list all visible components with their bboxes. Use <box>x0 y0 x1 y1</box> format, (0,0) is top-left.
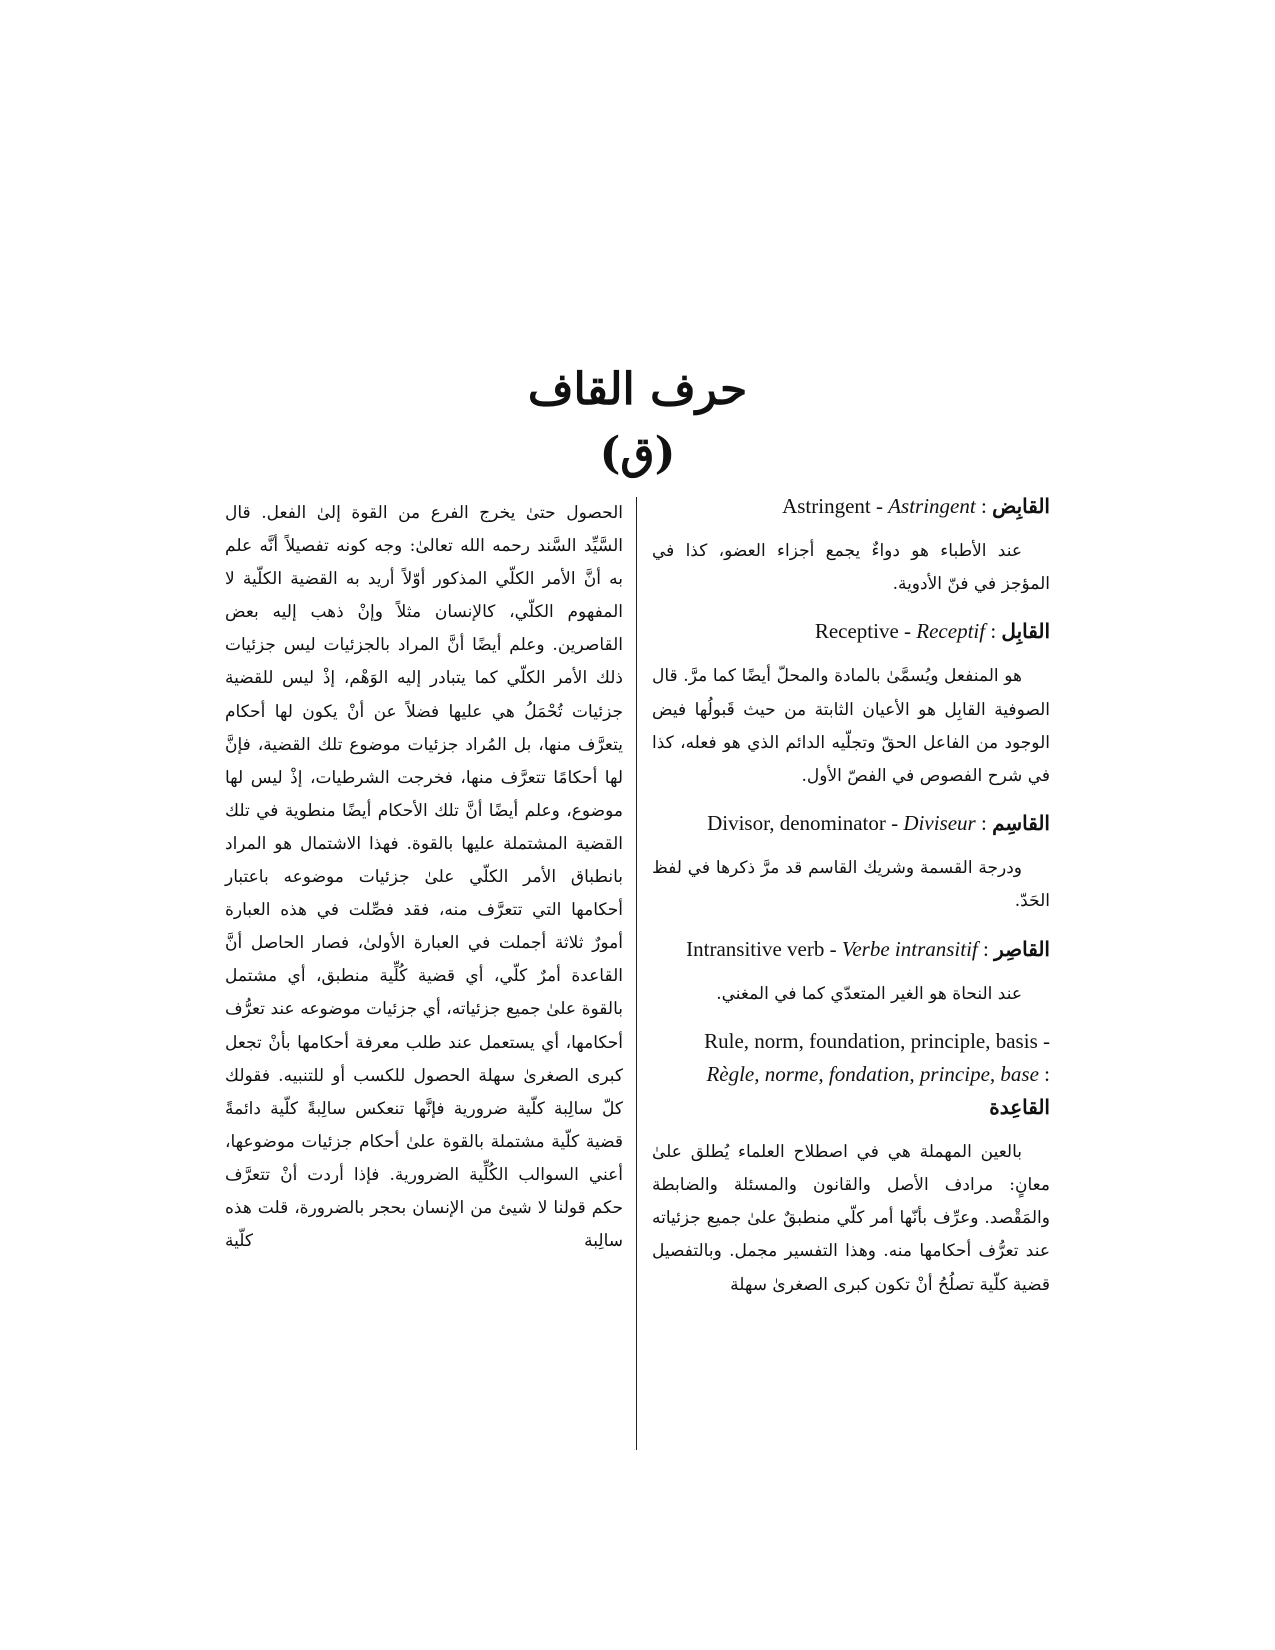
entry-french: Diviseur <box>903 811 976 836</box>
entry-definition: عند النحاة هو الغير المتعدّي كما في المغني. <box>716 983 1022 1004</box>
entry-heading: Astringent - Astringent : القابِض <box>782 494 1050 518</box>
right-column <box>652 490 1050 1316</box>
entry-definition: ودرجة القسمة وشريك القاسم قد مرَّ ذكرها في لفظ الحَدّ. <box>652 858 1050 912</box>
entry-definition: بالعين المهملة هي في اصطلاح العلماء يُطلق علىٰ معانٍ: مرادف الأصل والقانون والمسئلة والضابطة والمَقْصد. وعرِّف بأنّها أمر كلّي منطبقٌ علىٰ جميع جزئياته عند تعرُّف أحكامها منه. وهذا التفسير مجمل. وبالتفصيل قضية كلّية تصلُحُ أنْ تكون كبرى الصغرىٰ سهلة <box>652 1141 1050 1295</box>
entry-french: Verbe intransitif <box>841 936 978 961</box>
entry-definition: عند الأطباء هو دواءٌ يجمع أجزاء العضو، كذا في المؤجز في فنّ الأدوية. <box>652 541 1050 595</box>
entry-english: Divisor, denominator <box>707 811 886 836</box>
entry-french: Astringent <box>888 494 976 518</box>
left-column <box>225 497 623 1258</box>
entry-term: القاسِم <box>992 811 1050 836</box>
entry-english: Astringent <box>782 494 871 518</box>
entry-term: القاصِر <box>994 936 1050 961</box>
entry-definition: هو المنفعل ويُسمَّىٰ بالمادة والمحلّ أيضًا كما مرَّ. قال الصوفية القابِل هو الأعيان الثابتة من حيث قَبولُها فيض الوجود من الفاعل الحقّ وتجلّيه الدائم الذي هو فعله، كذا في شرح الفصوص في الفصّ الأول. <box>652 666 1050 787</box>
entry-term: القابِض <box>992 494 1050 518</box>
entry-heading: Rule, norm, foundation, principle, basis - Règle, norme, fondation, principe, base : القاعِدة <box>704 1028 1050 1119</box>
entry-french: Règle, norme, fondation, principe, base <box>706 1061 1039 1086</box>
page-title: حرف القاف <box>527 364 748 415</box>
entry-english: Receptive <box>814 619 899 644</box>
entry-french: Receptif <box>916 619 986 644</box>
section-letter: (ق) <box>599 428 676 479</box>
entry-heading: Receptive - Receptif : القابِل <box>814 619 1050 644</box>
entry-heading: Divisor, denominator - Diviseur : القاسِم <box>707 811 1050 836</box>
entry-english: Intransitive verb <box>686 936 825 961</box>
entry-term: القاعِدة <box>989 1094 1050 1119</box>
entry-term: القابِل <box>1001 619 1050 644</box>
entry-heading: Intransitive verb - Verbe intransitif : القاصِر <box>686 936 1050 961</box>
column-divider <box>636 497 637 1450</box>
entry-english: Rule, norm, foundation, principle, basis <box>704 1028 1038 1053</box>
continued-definition: الحصول حتىٰ يخرج الفرع من القوة إلىٰ الفعل. قال السَّيِّد السَّند رحمه الله تعالىٰ: وجه كونه تفصيلاً أنَّه علم به أنَّ الأمر الكلّي المذكور أوّلاً أريد به القضية الكلّية لا المفهوم الكلّي، كالإنسان مثلاً وإنْ ذهب إليه بعض القاصرين. وعلم أيضًا أنَّ المراد بالجزئيات ليس جزئيات ذلك الأمر الكلّي كما يتبادر إليه الوَهْم، إذْ ليس للقضية جزئيات تُحْمَلُ هي عليها فضلاً عن أنْ يكون لها أحكام يتعرَّف منها، بل المُراد جزئيات موضوع تلك القضية، فإنَّ لها أحكامًا تتعرَّف منها، فخرجت الشرطيات، إذْ ليس لها موضوع، وعلم أيضًا أنَّ تلك الأحكام أيضًا منطوية في تلك القضية المشتملة عليها بالقوة. فهذا الاشتمال هو المراد بانطباق الأمر الكلّي علىٰ جزئيات موضوعه باعتبار أحكامها التي تتعرَّف منه، فقد فصِّلت في هذه العبارة أمورٌ ثلاثة أجملت في العبارة الأولىٰ، فصار الحاصل أنَّ القاعدة أمرٌ كلّي، أي قضية كُلِّية منطبق، أي مشتمل بالقوة علىٰ جميع جزئياته، أي جزئيات موضوعه عند تعرُّف أحكامها، أي يستعمل عند طلب معرفة أحكامها بأنْ تجعل كبرى الصغرىٰ سهلة الحصول للكسب أو للتنبيه. فقولك كلّ سالِبة كلّية ضرورية فإنَّها تنعكس سالِبةً كلّية دائمةً قضية كلّية مشتملة بالقوة علىٰ أحكام جزئيات موضوعها، أعني السوالب الكُلِّية الضرورية. فإذا أردت أنْ تتعرَّف حكم قولنا لا شيئ من الإنسان بحجر بالضرورة، قلت هذه سالِبة كلّية <box>225 503 623 1252</box>
